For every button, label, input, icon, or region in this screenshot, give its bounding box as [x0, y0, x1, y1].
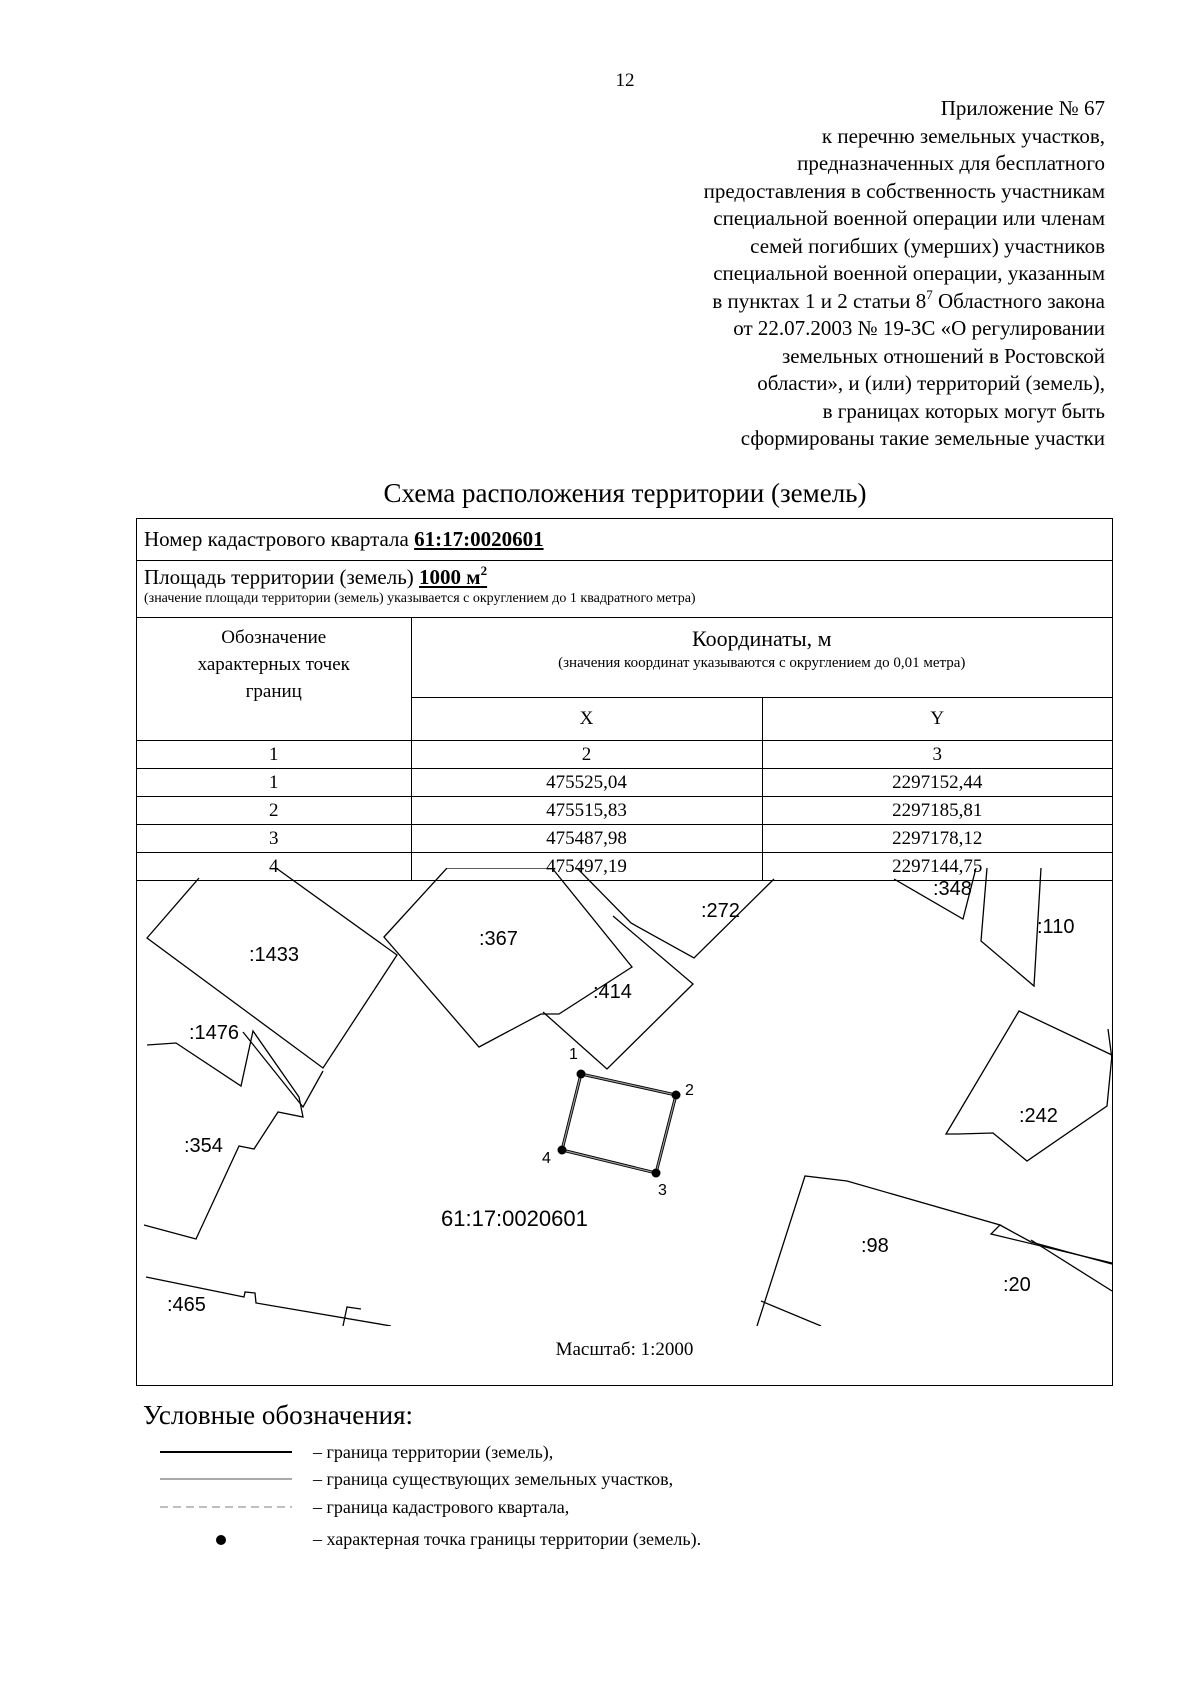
x-cell: 475487,98 — [411, 825, 762, 853]
column-number: 2 — [411, 741, 762, 769]
coords-header-title: Координаты, м — [691, 626, 832, 651]
points-header — [137, 618, 411, 741]
boundary-point-3 — [652, 1169, 661, 1178]
x-cell: 475497,19 — [411, 853, 762, 881]
y-cell: 2297152,44 — [762, 769, 1112, 797]
coords-header-note: (значения координат указываются с округлением до 0,01 метра) — [558, 655, 966, 671]
area-unit-sup: 2 — [480, 563, 488, 578]
parcel-boundary — [946, 1011, 1112, 1161]
parcel-boundary — [1031, 1240, 1112, 1291]
column-number-row — [137, 741, 1112, 769]
point-cell: 1 — [137, 769, 411, 797]
annex-header — [704, 95, 1105, 453]
points-header-line: Обозначение — [221, 627, 327, 648]
parcel-boundary — [577, 868, 774, 958]
annex-line-superscript: 7 — [926, 286, 933, 302]
table-row — [137, 825, 1112, 853]
parcel-label: :20 — [1003, 1274, 1031, 1296]
point-label: 1 — [569, 1046, 578, 1063]
legend-item: – граница существующих земельных участков, — [313, 1469, 674, 1489]
point-cell: 3 — [137, 825, 411, 853]
legend-item: – граница территории (земель), — [313, 1442, 554, 1462]
points-header-line: характерных точек — [197, 654, 350, 675]
annex-line: специальной военной операции, указанным — [713, 261, 1105, 285]
cadastral-label: Номер кадастрового квартала — [144, 527, 415, 551]
point-cell: 2 — [137, 797, 411, 825]
x-cell: 475525,04 — [411, 769, 762, 797]
area-label: Площадь территории (земель) — [144, 565, 420, 589]
annex-line: к перечню земельных участков, — [821, 123, 1105, 148]
parcel-boundary — [761, 1301, 821, 1326]
parcel-label: :98 — [861, 1235, 889, 1257]
column-number: 3 — [762, 741, 1112, 769]
legend-item: – граница кадастрового квартала, — [313, 1497, 570, 1517]
legend-title: Условные обозначения: — [143, 1400, 414, 1430]
annex-line: Приложение № 67 — [940, 96, 1105, 120]
boundary-point-1 — [577, 1070, 586, 1079]
area-value — [419, 565, 487, 589]
cadastral-number: 61:17:0020601 — [414, 527, 544, 551]
boundary-point-4 — [558, 1146, 567, 1155]
points-header-line: границ — [245, 681, 302, 702]
annex-line-text: Областного закона — [932, 288, 1105, 313]
page-number: 12 — [615, 70, 635, 91]
table-row — [137, 769, 1112, 797]
annex-line — [704, 288, 1105, 316]
boundary-point-2 — [672, 1091, 681, 1100]
area-main — [144, 565, 1105, 590]
y-cell: 2297178,12 — [762, 825, 1112, 853]
coordinates-table — [137, 618, 1112, 881]
annex-line: семей погибших (умерших) участников — [750, 233, 1105, 258]
parcel-label: :242 — [1019, 1105, 1058, 1127]
parcel-label: :465 — [167, 1294, 206, 1316]
parcel-boundary — [1000, 1225, 1112, 1264]
x-header: X — [411, 698, 762, 741]
y-cell: 2297144,75 — [762, 853, 1112, 881]
column-number: 1 — [137, 741, 411, 769]
parcel-label: :1433 — [249, 944, 300, 966]
point-label: 2 — [685, 1082, 694, 1099]
point-symbol — [216, 1535, 226, 1545]
parcel-label: :414 — [593, 981, 632, 1003]
territory-boundary — [562, 1074, 676, 1173]
legend-item: – характерная точка границы территории (земель). — [313, 1529, 702, 1549]
parcel-boundary — [243, 1032, 323, 1107]
annex-line: от 22.07.2003 № 19-ЗС «О регулировании — [733, 316, 1105, 340]
legend-symbols — [155, 1440, 295, 1570]
parcel-label: :1476 — [189, 1022, 240, 1044]
point-label: 3 — [658, 1182, 667, 1199]
parcel-label: :110 — [1037, 916, 1075, 938]
parcel-boundary — [147, 868, 397, 1068]
point-label: 4 — [542, 1150, 551, 1167]
point-cell: 4 — [137, 853, 411, 881]
y-header: Y — [762, 698, 1112, 741]
quarter-label: 61:17:0020601 — [441, 1206, 588, 1231]
annex-line: области», и (или) территорий (земель), — [757, 371, 1105, 395]
area-note: (значение площади территории (земель) указывается с округлением до 1 квадратного метра) — [144, 591, 696, 606]
coords-header — [411, 618, 1112, 698]
map-scale: Масштаб: 1:2000 — [555, 1339, 694, 1360]
annex-line: специальной военной операции или членам — [713, 206, 1105, 230]
scheme-frame — [136, 518, 1113, 1386]
x-cell: 475515,83 — [411, 797, 762, 825]
parcel-boundary — [981, 868, 1041, 986]
parcel-label: :348 — [933, 878, 972, 900]
annex-line: в границах которых могут быть — [822, 398, 1105, 423]
scheme-title: Схема расположения территории (земель) — [383, 478, 867, 508]
area-number: 1000 м — [419, 565, 481, 589]
annex-line: сформированы такие земельные участки — [740, 426, 1105, 450]
parcel-label: :354 — [184, 1135, 223, 1157]
parcel-label: :367 — [479, 928, 518, 950]
parcel-boundary — [757, 1176, 1112, 1326]
area-row — [137, 561, 1112, 618]
parcel-boundary — [384, 868, 632, 1047]
parcel-boundary — [144, 1031, 303, 1239]
parcel-label: :272 — [701, 900, 740, 922]
annex-line: предоставления в собственность участникам — [703, 178, 1105, 203]
annex-line: земельных отношений в Ростовской — [781, 343, 1105, 368]
cadastral-quarter-row — [137, 519, 1112, 561]
annex-line-text: в пунктах 1 и 2 статьи 8 — [712, 288, 927, 313]
cadastral-map — [137, 868, 1112, 1326]
parcel-boundary — [343, 1307, 361, 1326]
annex-line: предназначенных для бесплатного — [797, 151, 1105, 175]
y-cell: 2297185,81 — [762, 797, 1112, 825]
table-row — [137, 797, 1112, 825]
